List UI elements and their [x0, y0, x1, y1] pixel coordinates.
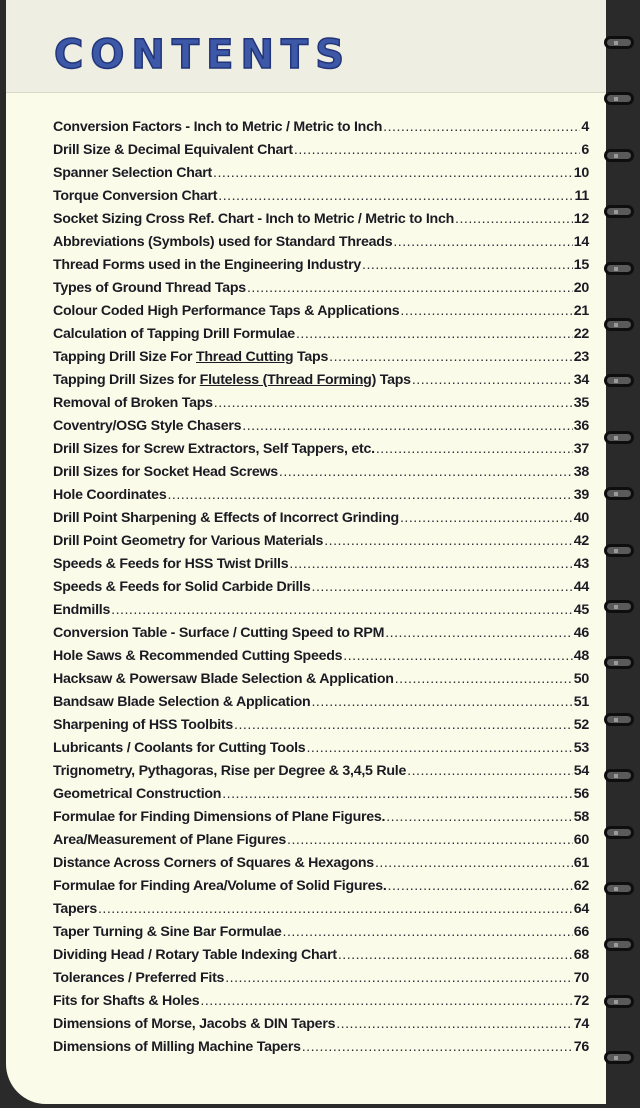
toc-entry: [53, 372, 589, 395]
toc-entry-title: Tapers: [53, 901, 97, 917]
dot-leader: [455, 211, 573, 227]
toc-entry-title: Drill Point Sharpening & Effects of Incorrect Grinding: [53, 510, 399, 526]
dot-leader: [329, 349, 573, 365]
dot-leader: [312, 579, 573, 595]
dot-leader: [383, 119, 580, 135]
toc-entry-page: 15: [573, 257, 589, 273]
toc-entry-page: 4: [581, 119, 589, 135]
toc-entry: [53, 901, 589, 924]
spiral-coil: [604, 487, 634, 500]
toc-entry-page: 23: [573, 349, 589, 365]
toc-entry-page: 72: [573, 993, 589, 1009]
toc-entry: [53, 395, 589, 418]
toc-entry-page: 37: [573, 441, 589, 457]
dot-leader: [294, 142, 580, 158]
toc-entry-page: 43: [573, 556, 589, 572]
spiral-coil: [604, 374, 634, 387]
dot-leader: [388, 878, 573, 894]
toc-entry-title: Trignometry, Pythagoras, Rise per Degree & 3,4,5 Rule: [53, 763, 407, 779]
toc-entry-title: Speeds & Feeds for Solid Carbide Drills: [53, 579, 311, 595]
spiral-coil: [604, 431, 634, 444]
toc-entry-title: Dividing Head / Rotary Table Indexing Chart: [53, 947, 337, 963]
toc-entry-title-part: Tapping Drill Size For: [53, 349, 196, 365]
dot-leader: [111, 602, 573, 618]
toc-entry-page: 54: [573, 763, 589, 779]
toc-entry-title: Dimensions of Morse, Jacobs & DIN Tapers: [53, 1016, 336, 1032]
toc-entry-title: Area/Measurement of Plane Figures: [53, 832, 287, 848]
dot-leader: [247, 280, 573, 296]
toc-entry-title: Coventry/OSG Style Chasers: [53, 418, 242, 434]
toc-entry: [53, 947, 589, 970]
toc-entry-page: 39: [573, 487, 589, 503]
dot-leader: [338, 947, 573, 963]
spiral-coil: [604, 1051, 634, 1064]
table-of-contents: [53, 119, 589, 1062]
spiral-coil: [604, 882, 634, 895]
dot-leader: [167, 487, 572, 503]
toc-entry: [53, 579, 589, 602]
toc-entry: [53, 303, 589, 326]
toc-entry: [53, 832, 589, 855]
toc-entry-title: Conversion Table - Surface / Cutting Speed to RPM: [53, 625, 385, 641]
toc-entry-title: Bandsaw Blade Selection & Application: [53, 694, 311, 710]
toc-entry-page: 42: [573, 533, 589, 549]
spiral-coil: [604, 600, 634, 613]
toc-entry-title: Hacksaw & Powersaw Blade Selection & Application: [53, 671, 394, 687]
toc-entry-title: Formulae for Finding Dimensions of Plane Figures.: [53, 809, 386, 825]
toc-entry-title: Geometrical Construction: [53, 786, 222, 802]
toc-entry-title: Distance Across Corners of Squares & Hexagons: [53, 855, 374, 871]
toc-entry: [53, 211, 589, 234]
toc-entry-page: 38: [573, 464, 589, 480]
toc-entry: [53, 165, 589, 188]
spiral-coil: [604, 318, 634, 331]
toc-entry: [53, 648, 589, 671]
toc-entry-title: Conversion Factors - Inch to Metric / Metric to Inch: [53, 119, 383, 135]
toc-entry-page: 21: [573, 303, 589, 319]
spiral-coil: [604, 769, 634, 782]
toc-entry-title: Speeds & Feeds for HSS Twist Drills: [53, 556, 289, 572]
toc-entry: [53, 717, 589, 740]
dot-leader: [385, 625, 573, 641]
toc-entry-title-part: Taps: [376, 372, 411, 388]
dot-leader: [407, 763, 573, 779]
toc-entry: [53, 1039, 589, 1062]
toc-entry: [53, 556, 589, 579]
toc-entry-page: 12: [573, 211, 589, 227]
toc-entry: [53, 257, 589, 280]
toc-entry-title: Lubricants / Coolants for Cutting Tools: [53, 740, 306, 756]
toc-entry: [53, 418, 589, 441]
toc-entry: [53, 924, 589, 947]
spiral-binding: [600, 0, 640, 1108]
spiral-coil: [604, 713, 634, 726]
toc-entry-page: 53: [573, 740, 589, 756]
toc-entry: [53, 694, 589, 717]
toc-entry: [53, 533, 589, 556]
toc-entry-title: [53, 372, 411, 388]
dot-leader: [234, 717, 573, 733]
spiral-coil: [604, 205, 634, 218]
toc-entry-title: Endmills: [53, 602, 111, 618]
toc-entry-page: 62: [573, 878, 589, 894]
spiral-coil: [604, 36, 634, 49]
dot-leader: [302, 1039, 573, 1055]
toc-entry-title: [53, 349, 328, 365]
dot-leader: [306, 740, 572, 756]
toc-entry-title: Spanner Selection Chart: [53, 165, 213, 181]
dot-leader: [395, 671, 573, 687]
toc-entry: [53, 970, 589, 993]
toc-entry-title: Hole Saws & Recommended Cutting Speeds: [53, 648, 343, 664]
toc-entry-title: Drill Size & Decimal Equivalent Chart: [53, 142, 293, 158]
dot-leader: [311, 694, 572, 710]
toc-entry: [53, 1016, 589, 1039]
dot-leader: [225, 970, 573, 986]
toc-entry-page: 68: [573, 947, 589, 963]
toc-entry-page: 66: [573, 924, 589, 940]
toc-entry-title-underlined: Thread Cutting: [195, 349, 294, 365]
toc-entry: [53, 625, 589, 648]
toc-entry-title: Tolerances / Preferred Fits: [53, 970, 225, 986]
toc-entry-title: Dimensions of Milling Machine Tapers: [53, 1039, 301, 1055]
spiral-coil: [604, 938, 634, 951]
dot-leader: [222, 786, 572, 802]
toc-entry-title: Abbreviations (Symbols) used for Standard Threads: [53, 234, 393, 250]
toc-entry: [53, 142, 589, 165]
toc-entry-page: 36: [573, 418, 589, 434]
toc-entry-page: 20: [573, 280, 589, 296]
spiral-coil: [604, 826, 634, 839]
toc-entry-page: 51: [573, 694, 589, 710]
dot-leader: [412, 372, 573, 388]
dot-leader: [375, 855, 573, 871]
toc-entry: [53, 441, 589, 464]
toc-entry-page: 34: [573, 372, 589, 388]
dot-leader: [98, 901, 573, 917]
toc-entry: [53, 326, 589, 349]
toc-entry-page: 70: [573, 970, 589, 986]
dot-leader: [362, 257, 573, 273]
dot-leader: [242, 418, 572, 434]
toc-entry-title-part: Tapping Drill Sizes for: [53, 372, 200, 388]
toc-entry: [53, 740, 589, 763]
toc-entry: [53, 809, 589, 832]
toc-entry-title: Removal of Broken Taps: [53, 395, 213, 411]
toc-entry-title-underlined: Fluteless (Thread Forming): [199, 372, 377, 388]
dot-leader: [386, 809, 572, 825]
toc-entry-page: 40: [573, 510, 589, 526]
toc-entry-title: Thread Forms used in the Engineering Industry: [53, 257, 362, 273]
toc-entry: [53, 602, 589, 625]
toc-entry: [53, 878, 589, 901]
toc-entry-page: 45: [573, 602, 589, 618]
dot-leader: [213, 165, 573, 181]
dot-leader: [296, 326, 573, 342]
toc-entry-page: 74: [573, 1016, 589, 1032]
dot-leader: [336, 1016, 572, 1032]
spiral-coil: [604, 262, 634, 275]
toc-entry: [53, 786, 589, 809]
spiral-coil: [604, 92, 634, 105]
toc-entry: [53, 993, 589, 1016]
toc-entry-page: 22: [573, 326, 589, 342]
toc-entry: [53, 671, 589, 694]
toc-entry: [53, 510, 589, 533]
toc-entry: [53, 234, 589, 257]
toc-entry: [53, 349, 589, 372]
spiral-coil: [604, 656, 634, 669]
toc-entry-page: 56: [573, 786, 589, 802]
toc-entry-title: Drill Sizes for Screw Extractors, Self Tappers, etc.: [53, 441, 375, 457]
toc-entry-title: Torque Conversion Chart: [53, 188, 218, 204]
toc-entry: [53, 487, 589, 510]
header-band: [6, 0, 606, 93]
toc-entry-title: Calculation of Tapping Drill Formulae: [53, 326, 295, 342]
toc-entry-title-part: Taps: [293, 349, 329, 365]
dot-leader: [343, 648, 572, 664]
dot-leader: [283, 924, 573, 940]
toc-entry-page: 60: [573, 832, 589, 848]
toc-entry-page: 10: [573, 165, 589, 181]
toc-entry-page: 44: [573, 579, 589, 595]
toc-entry: [53, 763, 589, 786]
dot-leader: [376, 441, 573, 457]
toc-entry-page: 64: [573, 901, 589, 917]
toc-entry-title: Fits for Shafts & Holes: [53, 993, 200, 1009]
toc-entry-page: 76: [573, 1039, 589, 1055]
toc-entry: [53, 188, 589, 211]
contents-page: [6, 0, 606, 1104]
dot-leader: [393, 234, 572, 250]
spiral-coil: [604, 544, 634, 557]
toc-entry-title: Formulae for Finding Area/Volume of Solid Figures.: [53, 878, 387, 894]
toc-entry: [53, 855, 589, 878]
toc-entry-page: 46: [573, 625, 589, 641]
toc-entry-title: Types of Ground Thread Taps: [53, 280, 246, 296]
dot-leader: [324, 533, 573, 549]
dot-leader: [214, 395, 573, 411]
toc-entry-title: Taper Turning & Sine Bar Formulae: [53, 924, 282, 940]
dot-leader: [289, 556, 572, 572]
dot-leader: [218, 188, 573, 204]
dot-leader: [200, 993, 572, 1009]
toc-entry: [53, 280, 589, 303]
toc-entry-title: Socket Sizing Cross Ref. Chart - Inch to Metric / Metric to Inch: [53, 211, 455, 227]
dot-leader: [279, 464, 573, 480]
toc-entry-title: Drill Point Geometry for Various Materials: [53, 533, 324, 549]
toc-entry-title: Sharpening of HSS Toolbits: [53, 717, 234, 733]
toc-entry-page: 50: [573, 671, 589, 687]
toc-entry-title: Hole Coordinates: [53, 487, 167, 503]
dot-leader: [400, 510, 573, 526]
toc-entry-page: 58: [573, 809, 589, 825]
toc-entry-page: 61: [573, 855, 589, 871]
toc-entry-title: Colour Coded High Performance Taps & Applications: [53, 303, 400, 319]
toc-entry-page: 14: [573, 234, 589, 250]
toc-entry: [53, 464, 589, 487]
toc-entry-title: Drill Sizes for Socket Head Screws: [53, 464, 278, 480]
spiral-coil: [604, 995, 634, 1008]
spiral-coil: [604, 149, 634, 162]
toc-entry-page: 11: [574, 188, 589, 204]
toc-entry: [53, 119, 589, 142]
toc-entry-page: 52: [573, 717, 589, 733]
dot-leader: [287, 832, 573, 848]
toc-entry-page: 35: [573, 395, 589, 411]
dot-leader: [400, 303, 572, 319]
toc-entry-page: 6: [581, 142, 589, 158]
page-title: CONTENTS: [54, 32, 352, 78]
toc-entry-page: 48: [573, 648, 589, 664]
